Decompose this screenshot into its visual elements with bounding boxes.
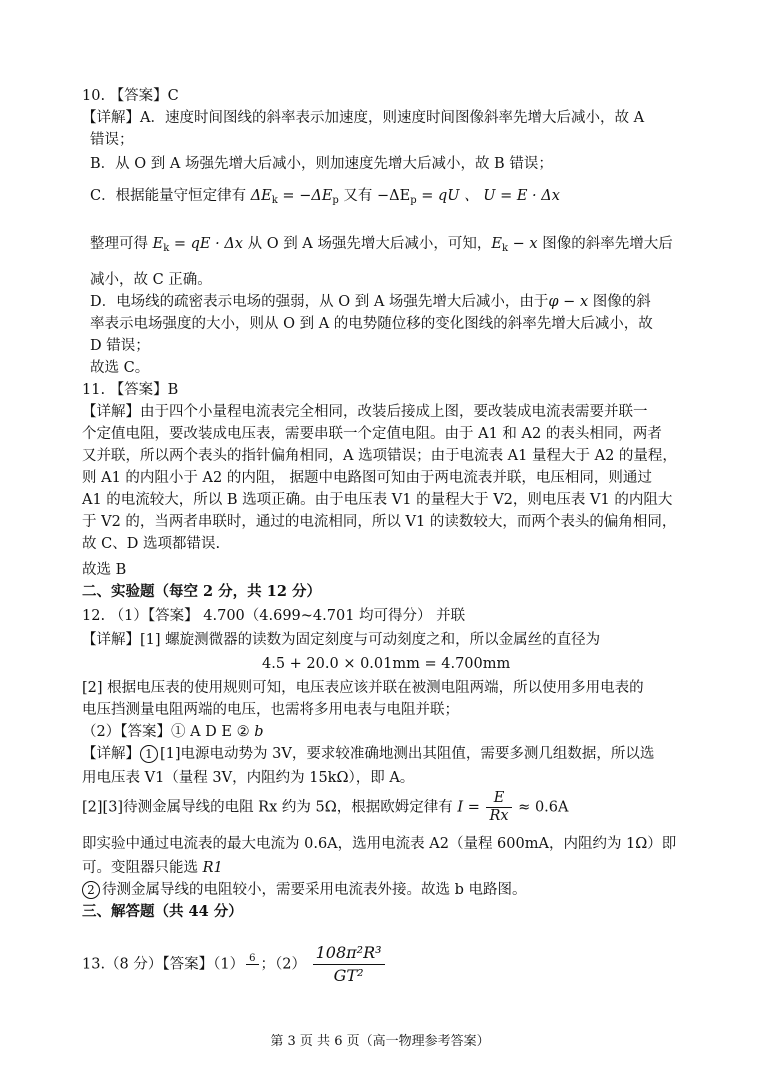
circled-one-icon: 1	[140, 745, 158, 763]
fraction: 6	[246, 953, 258, 976]
q11-line: 又并联，所以两个表头的指针偏角相同，A 选项错误；由于电流表 A1 量程大于 A2 的量程，	[82, 448, 677, 464]
q10-equation-line: 整理可得 $E_k$ = qE · Δx 从 O 到 A 场强先增大后减小，可知，$E_k - x$ 图像的斜率先增大后	[90, 236, 673, 254]
q12-line: 【详解】[1] 螺旋测微器的读数为固定刻度与可动刻度之和，所以金属丝的直径为	[82, 632, 601, 648]
fraction: $\frac{\text{108π²R³}}{\text{GT²}}$	[313, 942, 385, 987]
q11-heading: 11. 【答案】B	[82, 382, 179, 398]
q10-heading: 10. 【答案】C	[82, 88, 179, 104]
q12-line: 2 待测金属导线的电阻较小，需要采用电流表外接。故选 b 电路图。	[82, 880, 527, 900]
q11-line: 于 V2 的，当两者串联时，通过的电流相同，所以 V1 的读数较大，而两个表头的偏角相同，	[82, 514, 677, 530]
circled-two-icon: 2	[82, 881, 100, 899]
q11-line: 故 C、D 选项都错误.	[82, 536, 221, 552]
q10-line: 率表示电场强度的大小，则从 O 到 A 的电势随位移的变化图线的斜率先增大后减小，故	[90, 316, 653, 332]
q12-line: 用电压表 V1（量程 3V，内阻约为 15kΩ），即 A。	[82, 770, 415, 786]
q10-line: D．电场线的疏密表示电场的强弱，从 O 到 A 场强先增大后减小，由于φ − x 图像的斜	[90, 294, 651, 310]
section-heading: 二、实验题（每空 2 分，共 12 分）	[82, 583, 321, 600]
q12-line: [2] 根据电压表的使用规则可知，电压表应该并联在被测电阻两端，所以使用多用电表的	[82, 680, 644, 696]
q13-answer-line: 13.（8 分）【答案】（1） 6 ；（2） $\frac{\text{108π²R³}}{\text{GT²}}$	[82, 942, 387, 987]
q10-line: 减小，故 C 正确。	[90, 272, 212, 288]
q11-line: A1 的电流较大，所以 B 选项正确。由于电压表 V1 的量程大于 V2，则电压表 V1 的内阻大	[82, 492, 673, 508]
q11-line: 则 A1 的内阻小于 A2 的内阻， 据题中电路图可知由于两电流表并联，电压相同，则通过	[82, 470, 652, 486]
q12-ohm-line: [2][3]待测金属导线的电阻 Rx 约为 5Ω，根据欧姆定律有 I = $\frac{E}{Rx}$ ≈ 0.6A	[82, 790, 569, 824]
q10-line: B．从 O 到 A 场强先增大后减小，则加速度先增大后减小，故 B 错误；	[90, 156, 553, 172]
q12-line: 电压挡测量电阻两端的电压，也需将多用电表与电阻并联；	[82, 702, 459, 718]
q11-line: 【详解】由于四个小量程电流表完全相同，改装后接成上图，要改装成电流表需要并联一	[82, 404, 648, 420]
q12-line: 【详解】 1 [1]电源电动势为 3V，要求较准确地测出其阻值，需要多测几组数据，所以选	[82, 746, 655, 762]
q10-line: D 错误；	[90, 338, 150, 354]
section-heading: 三、解答题（共 44 分）	[82, 903, 243, 920]
q12-line: 可。变阻器只能选 R1	[82, 860, 223, 876]
q10-equation-line: C．根据能量守恒定律有 $\Delta E_k = -\Delta E_p$ 又有 $-\Delta E_p$ = qU 、 U = E · Δx	[90, 188, 560, 206]
q12-answer-line: （2）【答案】① A D E ② b	[82, 724, 264, 740]
q12-equation: 4.5 + 20.0 × 0.01mm = 4.700mm	[262, 656, 511, 672]
page-footer: 第 3 页 共 6 页（高一物理参考答案）	[270, 1034, 490, 1049]
fraction: $\frac{E}{Rx}$	[486, 790, 511, 825]
q10-line: 【详解】A．速度时间图线的斜率表示加速度，则速度时间图像斜率先增大后减小，故 A	[82, 110, 645, 126]
q10-line: 故选 C。	[90, 360, 150, 376]
q12-heading: 12. （1）【答案】 4.700（4.699~4.701 均可得分） 并联	[82, 608, 466, 624]
q10-line: 错误；	[90, 132, 134, 148]
q11-line: 故选 B	[82, 562, 127, 578]
q11-line: 个定值电阻，要改装成电压表，需要串联一个定值电阻。由于 A1 和 A2 的表头相同，两者	[82, 426, 662, 442]
q12-line: 即实验中通过电流表的最大电流为 0.6A，选用电流表 A2（量程 600mA，内阻约为 1Ω）即	[82, 836, 677, 852]
